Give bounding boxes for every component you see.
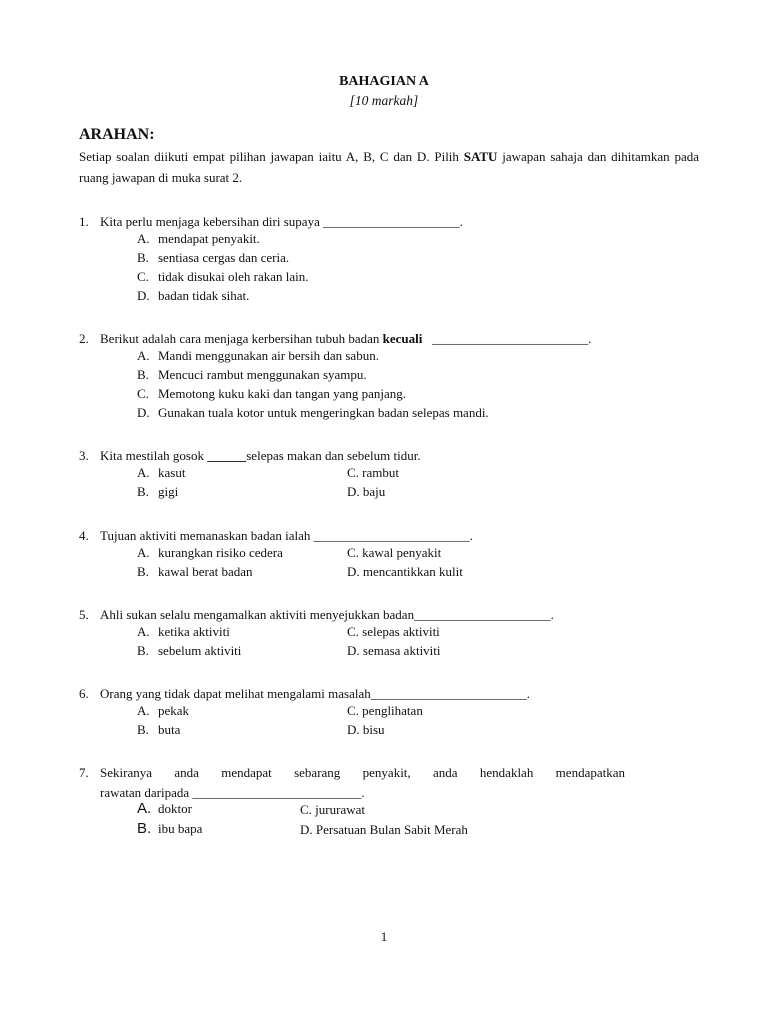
- option-text: Gunakan tuala kotor untuk mengeringkan badan selepas mandi.: [158, 405, 489, 420]
- question-stem: Orang yang tidak dapat melihat mengalami masalah________________________.: [100, 686, 530, 701]
- option-c[interactable]: [137, 386, 406, 402]
- option-letter: C.: [137, 269, 149, 284]
- option-c[interactable]: [300, 802, 365, 818]
- option-letter: D.: [347, 484, 360, 499]
- option-text: Mandi menggunakan air bersih dan sabun.: [158, 348, 379, 363]
- option-text: kawal penyakit: [362, 545, 442, 560]
- question-stem-line-1: Sekiranya anda mendapat sebarang penyakit, anda hendaklah mendapatkan: [100, 765, 625, 780]
- option-letter: D.: [347, 643, 360, 658]
- option-text: penglihatan: [362, 703, 423, 718]
- question-number: 2.: [79, 331, 89, 346]
- section-marks: [10 markah]: [349, 93, 419, 108]
- option-letter: A.: [137, 465, 150, 480]
- question-4: [79, 526, 699, 579]
- option-text: baju: [362, 484, 386, 499]
- question-5: [79, 605, 699, 658]
- option-text: kurangkan risiko cedera: [158, 545, 283, 560]
- option-b[interactable]: [137, 484, 178, 500]
- question-number: 1.: [79, 214, 89, 229]
- option-d[interactable]: [347, 722, 385, 738]
- option-letter: C.: [347, 624, 359, 639]
- question-stem-part2: selepas makan dan sebelum tidur.: [246, 448, 421, 463]
- instructions-text-part2: jawapan sahaja dan dihitamkan pada ruang jawapan di muka surat 2.: [79, 149, 699, 185]
- question-1: [79, 212, 699, 303]
- option-letter: C.: [300, 802, 312, 817]
- option-letter: A.: [137, 624, 150, 639]
- option-text: kasut: [158, 465, 186, 480]
- question-stem: Tujuan aktiviti memanaskan badan ialah ________________________.: [100, 528, 473, 543]
- option-letter: D.: [137, 288, 150, 303]
- option-b[interactable]: [137, 820, 202, 837]
- question-2: [79, 329, 699, 420]
- option-text: semasa aktiviti: [362, 643, 441, 658]
- question-stem-blank: ______: [207, 448, 247, 463]
- option-text: Mencuci rambut menggunakan syampu.: [158, 367, 367, 382]
- option-d[interactable]: [300, 822, 468, 838]
- instructions-bold-word: SATU: [463, 149, 498, 164]
- option-letter: B.: [137, 250, 149, 265]
- option-letter: B.: [137, 367, 149, 382]
- question-1-stem-line: [79, 212, 699, 231]
- option-text: kawal berat badan: [158, 564, 253, 579]
- option-b[interactable]: [137, 367, 367, 383]
- option-text: doktor: [158, 801, 192, 816]
- option-text: pekak: [158, 703, 190, 718]
- option-letter: D.: [347, 564, 360, 579]
- question-stem: [100, 329, 591, 348]
- option-text: buta: [158, 722, 181, 737]
- option-d[interactable]: [347, 643, 441, 659]
- option-a[interactable]: [137, 348, 379, 364]
- question-number: 5.: [79, 607, 89, 622]
- option-b[interactable]: [137, 250, 289, 266]
- option-c[interactable]: [347, 624, 440, 640]
- option-text: badan tidak sihat.: [158, 288, 250, 303]
- option-text: sebelum aktiviti: [158, 643, 242, 658]
- option-c[interactable]: [347, 545, 441, 561]
- option-text: mencantikkan kulit: [362, 564, 463, 579]
- option-letter: A.: [137, 545, 150, 560]
- option-letter: B.: [137, 643, 149, 658]
- option-letter: A.: [137, 800, 152, 817]
- option-letter: D.: [300, 822, 313, 837]
- option-c[interactable]: [137, 269, 309, 285]
- option-letter: B.: [137, 564, 149, 579]
- option-d[interactable]: [347, 484, 385, 500]
- page-number: 1: [380, 929, 388, 944]
- option-b[interactable]: [137, 722, 180, 738]
- option-letter: A.: [137, 231, 150, 246]
- question-stem-part1: Kita mestilah gosok: [100, 448, 208, 463]
- option-letter: C.: [347, 703, 359, 718]
- option-b[interactable]: [137, 564, 253, 580]
- question-number: 3.: [79, 448, 89, 463]
- option-a[interactable]: [137, 545, 283, 561]
- question-stem-part1: Berikut adalah cara menjaga kerbersihan tubuh badan: [100, 331, 383, 346]
- option-text: selepas aktiviti: [362, 624, 440, 639]
- option-text: gigi: [158, 484, 179, 499]
- option-text: rambut: [362, 465, 399, 480]
- question-number: 4.: [79, 528, 89, 543]
- option-text: ibu bapa: [158, 821, 203, 836]
- option-text: Persatuan Bulan Sabit Merah: [315, 822, 468, 837]
- option-a[interactable]: [137, 703, 189, 719]
- option-text: ketika aktiviti: [158, 624, 230, 639]
- option-letter: A.: [137, 348, 150, 363]
- question-stem: [100, 446, 421, 465]
- option-letter: C.: [347, 465, 359, 480]
- section-title: BAHAGIAN A: [339, 74, 429, 89]
- option-text: jururawat: [315, 802, 365, 817]
- question-3-stem-line: [79, 446, 699, 465]
- option-letter: D.: [137, 405, 150, 420]
- question-number: 6.: [79, 686, 89, 701]
- question-stem-emphasis: kecuali: [382, 331, 423, 346]
- instructions-text: [79, 146, 699, 188]
- option-letter: D.: [347, 722, 360, 737]
- question-6-stem-line: [79, 684, 699, 703]
- option-letter: C.: [137, 386, 149, 401]
- option-letter: B.: [137, 820, 152, 837]
- question-stem-line-2: rawatan daripada __________________________.: [100, 785, 365, 800]
- option-text: tidak disukai oleh rakan lain.: [158, 269, 309, 284]
- option-d[interactable]: [347, 564, 463, 580]
- question-4-stem-line: [79, 526, 699, 545]
- question-stem: [100, 763, 625, 803]
- question-5-stem-line: [79, 605, 699, 624]
- option-a[interactable]: [137, 800, 192, 817]
- option-text: mendapat penyakit.: [158, 231, 260, 246]
- option-letter: A.: [137, 703, 150, 718]
- option-c[interactable]: [347, 465, 399, 481]
- question-number: 7.: [79, 765, 89, 780]
- option-letter: B.: [137, 722, 149, 737]
- question-6: [79, 684, 699, 737]
- question-stem: Kita perlu menjaga kebersihan diri supaya _____________________.: [100, 214, 463, 229]
- option-c[interactable]: [347, 703, 423, 719]
- option-text: bisu: [362, 722, 385, 737]
- option-letter: B.: [137, 484, 149, 499]
- option-a[interactable]: [137, 624, 230, 640]
- option-text: sentiasa cergas dan ceria.: [158, 250, 290, 265]
- question-stem: Ahli sukan selalu mengamalkan aktiviti menyejukkan badan_____________________.: [100, 607, 554, 622]
- instructions-heading: ARAHAN:: [79, 126, 155, 143]
- instructions-text-part1: Setiap soalan diikuti empat pilihan jawapan iaitu A, B, C dan D. Pilih: [79, 149, 464, 164]
- option-letter: C.: [347, 545, 359, 560]
- option-d[interactable]: [137, 405, 489, 421]
- option-d[interactable]: [137, 288, 249, 304]
- option-a[interactable]: [137, 231, 260, 247]
- option-text: Memotong kuku kaki dan tangan yang panjang.: [158, 386, 407, 401]
- option-b[interactable]: [137, 643, 241, 659]
- option-a[interactable]: [137, 465, 185, 481]
- question-3: [79, 446, 699, 499]
- question-stem-part2: ________________________.: [422, 331, 592, 346]
- question-2-stem-line: [79, 329, 699, 348]
